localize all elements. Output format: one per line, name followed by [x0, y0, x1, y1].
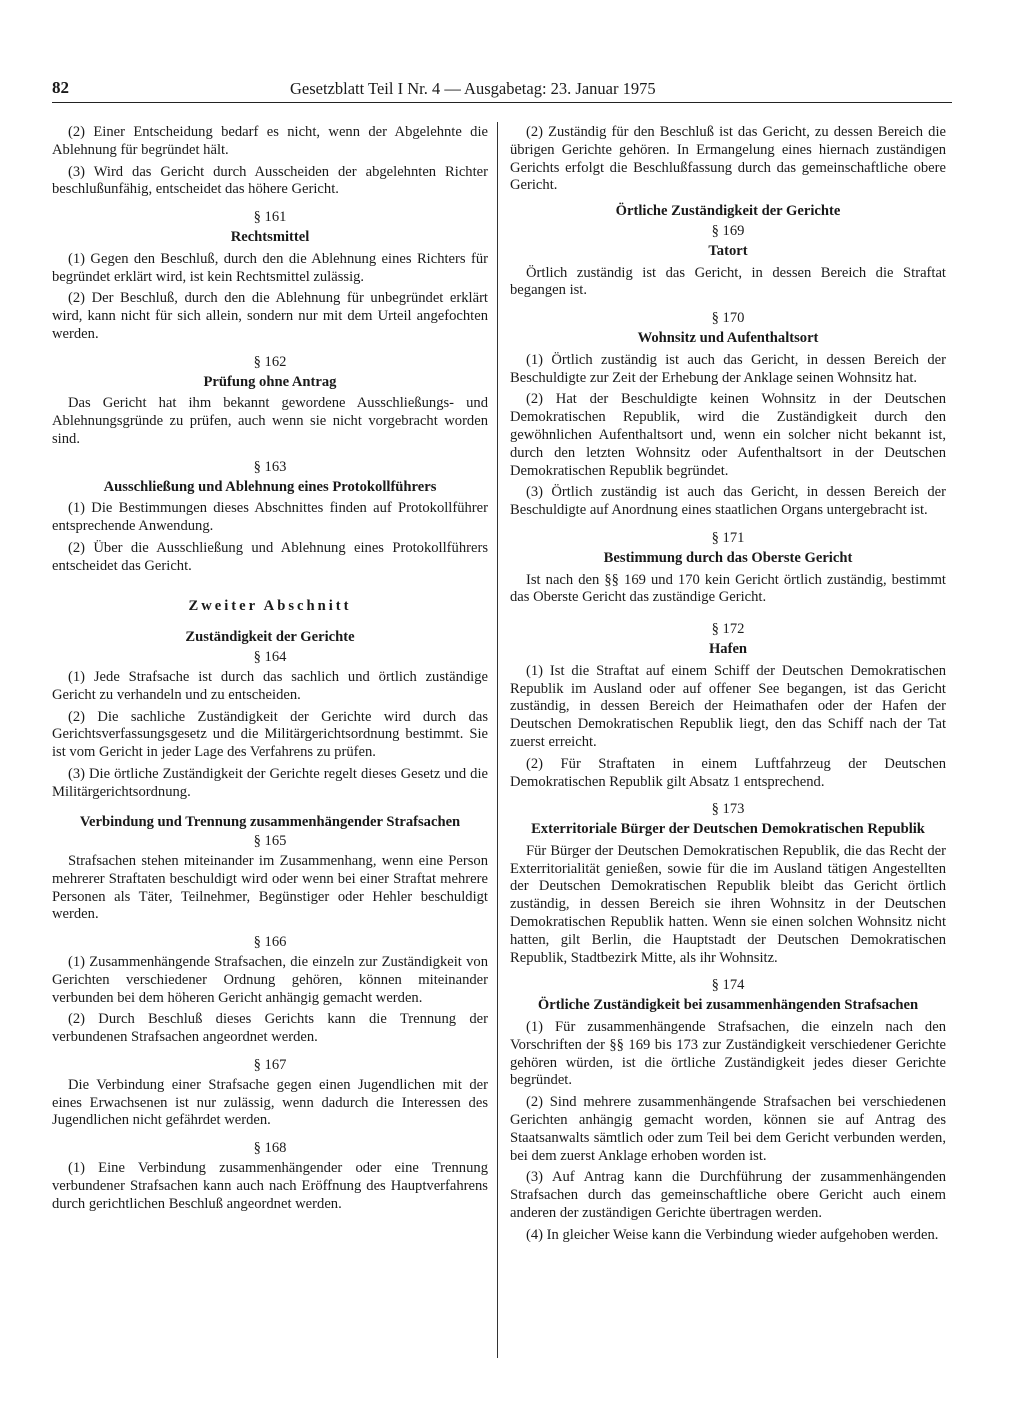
paragraph: (4) In gleicher Weise kann die Verbindung wieder aufgehoben werden. [526, 1226, 939, 1243]
chapter-heading: Zweiter Abschnitt [188, 597, 352, 614]
paragraph: Ist nach den §§ 169 und 170 kein Gericht örtlich zuständig, bestimmt das Oberste Gericht das zuständige Gericht. [510, 571, 946, 606]
paragraph: Örtlich zuständig ist das Gericht, in dessen Bereich die Straftat begangen ist. [510, 264, 946, 299]
header-rule [52, 102, 952, 103]
section-number: § 162 [253, 353, 287, 370]
paragraph: (3) Örtlich zuständig ist auch das Gericht, in dessen Bereich der Beschuldigte auf Anordnung eines staatlichen Organs untergebracht ist. [510, 484, 946, 519]
paragraph: (2) Hat der Beschuldigte keinen Wohnsitz in der Deutschen Demokratischen Republik, wird die Zuständigkeit durch den gewöhnlichen Aufenthaltsort und, wenn ein solcher nicht bekannt ist, durch den letzten Wohnsitz oder Aufenthaltsort in der Deutschen Demokratischen Republik begründet. [510, 391, 946, 479]
paragraph: (2) Einer Entscheidung bedarf es nicht, wenn der Abgelehnte die Ablehnung für begründet hält. [52, 124, 488, 158]
section-number: § 165 [253, 833, 287, 850]
section-number: § 167 [253, 1057, 287, 1074]
chapter-title: Zuständigkeit der Gerichte [185, 629, 355, 646]
section-title: Bestimmung durch das Oberste Gericht [603, 549, 853, 566]
paragraph: (3) Die örtliche Zuständigkeit der Gerichte regelt dieses Gesetz und die Militärgerichtsordnung. [52, 765, 488, 800]
paragraph: (1) Ist die Straftat auf einem Schiff der Deutschen Demokratischen Republik im Ausland oder auf offener See begangen, ist das Gericht zuständig, in dessen Bereich der Heimathafen oder der Hafen der Deutschen Demokratischen Republik liegt, den das Schiff nach der Tat zuerst erreicht. [510, 662, 946, 750]
paragraph: (3) Auf Antrag kann die Durchführung der zusammenhängenden Strafsachen durch das gemeinschaftliche obere Gericht auch einem anderen der zuständigen Gerichte übertragen werden. [510, 1169, 946, 1222]
section-number: § 161 [253, 209, 287, 226]
section-number: § 173 [711, 801, 745, 818]
section-number: § 171 [711, 529, 745, 546]
section-number: § 172 [711, 621, 745, 638]
paragraph: (2) Sind mehrere zusammenhängende Strafsachen bei verschiedenen Gerichten anhängig gemacht worden, können sie auf Antrag des Staatsanwalts sämtlich oder zum Teil bei dem Gericht verbunden werden, bei dem zuerst Anklage erhoben worden ist. [510, 1094, 946, 1164]
paragraph: (1) Die Bestimmungen dieses Abschnittes finden auf Protokollführer entsprechende Anwendung. [52, 500, 488, 535]
section-number: § 169 [711, 222, 745, 239]
subheading: Örtliche Zuständigkeit der Gerichte [615, 203, 841, 220]
paragraph: (1) Für zusammenhängende Strafsachen, die einzeln nach den Vorschriften der §§ 169 bis 173 zur Zuständigkeit verschiedener Gerichte gehören würden, ist die örtliche Zuständigkeit jedes dieser Gerichte begründet. [510, 1019, 946, 1089]
section-number: § 166 [253, 934, 287, 951]
section-number: § 170 [711, 310, 745, 327]
section-number: § 164 [253, 649, 287, 666]
section-title: Tatort [708, 242, 748, 259]
section-title: Wohnsitz und Aufenthaltsort [637, 329, 819, 346]
paragraph: Das Gericht hat ihm bekannt gewordene Ausschließungs- und Ablehnungsgründe zu prüfen, auch wenn sie nicht vorgebracht worden sind. [52, 395, 488, 447]
paragraph: (2) Der Beschluß, durch den die Ablehnung für unbegründet erklärt wird, kann nicht für sich allein, sondern nur mit dem Urteil angefochten werden. [52, 290, 488, 342]
paragraph: (2) Die sachliche Zuständigkeit der Gerichte wird durch das Gerichtsverfassungsgesetz und die Militärgerichtsordnung bestimmt. Sie ist vom Gericht in jeder Lage des Verfahrens zu prüfen. [52, 708, 488, 761]
section-title: Hafen [708, 640, 748, 657]
paragraph: (2) Für Straftaten in einem Luftfahrzeug der Deutschen Demokratischen Republik gilt Absatz 1 entsprechend. [510, 755, 946, 790]
paragraph: (1) Jede Strafsache ist durch das sachlich und örtlich zuständige Gericht zu verhandeln und zu entscheiden. [52, 668, 488, 703]
paragraph: (2) Durch Beschluß dieses Gerichts kann die Trennung der verbundenen Strafsachen angeordnet werden. [52, 1011, 488, 1046]
page-number: 82 [52, 78, 69, 97]
section-title: Prüfung ohne Antrag [203, 373, 337, 390]
paragraph: Für Bürger der Deutschen Demokratischen Republik, die das Recht der Exterritorialität genießen, sowie für die im Ausland tätigen Angestellten der Deutschen Demokratischen Republik bleibt das Gericht örtlich zuständig, in dessen Bereich sie ihren Wohnsitz in der Deutschen Demokratischen Republik hatten. Wenn sie einen solchen Wohnsitz nicht hatten, gilt Berlin, die Hauptstadt der Deutschen Demokratischen Republik, Stadtbezirk Mitte, als ihr Wohnsitz. [510, 842, 946, 966]
right-column [510, 124, 946, 1249]
paragraph: (2) Zuständig für den Beschluß ist das Gericht, zu dessen Bereich die übrigen Gerichte gehören. In Ermangelung eines hiernach zuständigen Gerichts erfolgt die Beschlußfassung durch das gemeinschaftliche obere Gericht. [510, 124, 946, 194]
paragraph: (2) Über die Ausschließung und Ablehnung eines Protokollführers entscheidet das Gericht. [52, 539, 488, 574]
left-column [52, 124, 488, 1217]
section-number: § 174 [711, 977, 745, 994]
paragraph: Strafsachen stehen miteinander im Zusammenhang, wenn eine Person mehrerer Straftaten beschuldigt wird oder wenn bei einer Straftat mehrere Personen als Täter, Teilnehmer, Begünstiger oder Hehler beschuldigt werden. [52, 853, 488, 923]
paragraph: Die Verbindung einer Strafsache gegen einen Jugendlichen mit der eines Erwachsenen ist nur zulässig, wenn dadurch die Interessen des Jugendlichen nicht gefährdet werden. [52, 1076, 488, 1129]
paragraph: (1) Gegen den Beschluß, durch den die Ablehnung eines Richters für begründet erklärt wird, ist kein Rechtsmittel zulässig. [52, 250, 488, 285]
paragraph: (3) Wird das Gericht durch Ausscheiden der abgelehnten Richter beschlußunfähig, entscheidet das höhere Gericht. [52, 163, 488, 198]
column-divider [497, 122, 498, 1358]
section-number: § 163 [253, 458, 287, 475]
running-head: Gesetzblatt Teil I Nr. 4 — Ausgabetag: 23. Januar 1975 [290, 79, 656, 98]
paragraph: (1) Zusammenhängende Strafsachen, die einzeln zur Zuständigkeit von Gerichten verschiedener Ordnung gehören, können miteinander verbunden bei dem höheren Gericht anhängig gemacht werden. [52, 954, 488, 1006]
subheading: Verbindung und Trennung zusammenhängender Strafsachen [79, 813, 461, 830]
section-title: Ausschließung und Ablehnung eines Protokollführers [103, 478, 437, 495]
section-title: Örtliche Zuständigkeit bei zusammenhängenden Strafsachen [537, 997, 919, 1014]
section-number: § 168 [253, 1140, 287, 1157]
paragraph: (1) Örtlich zuständig ist auch das Gericht, in dessen Bereich der Beschuldigte zur Zeit der Erhebung der Anklage seinen Wohnsitz hat. [510, 351, 946, 386]
section-title: Exterritoriale Bürger der Deutschen Demokratischen Republik [531, 821, 925, 838]
paragraph: (1) Eine Verbindung zusammenhängender oder eine Trennung verbundener Strafsachen kann auch nach Eröffnung des Hauptverfahrens durch gerichtlichen Beschluß angeordnet werden. [52, 1160, 488, 1212]
section-title: Rechtsmittel [230, 228, 310, 245]
